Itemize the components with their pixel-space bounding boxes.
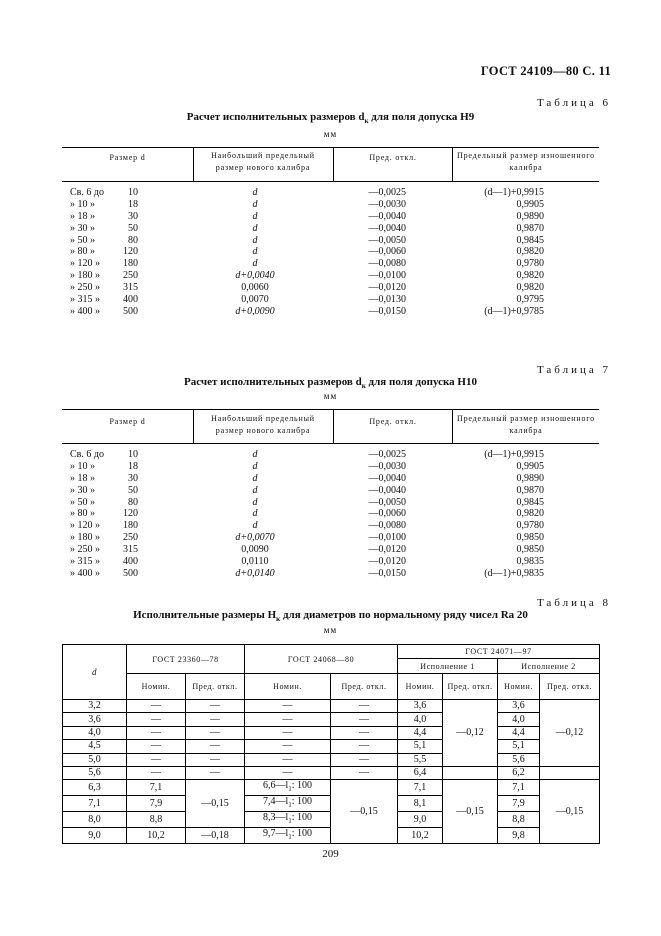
table-row bbox=[63, 726, 600, 739]
table-row bbox=[70, 211, 590, 223]
row-size-from: Св. 6 до bbox=[70, 187, 104, 198]
table7-header-worn: Предельный размер изношенного калибра bbox=[457, 414, 595, 435]
row-worn-size: 0,9795 bbox=[516, 294, 544, 306]
row-new-size: d bbox=[252, 258, 258, 270]
row-size-from: » 10 » bbox=[70, 460, 95, 472]
row-size-from: » 18 » bbox=[70, 210, 95, 222]
table6-header-dev: Пред. откл. bbox=[369, 153, 417, 162]
row-size-to: 500 bbox=[123, 305, 138, 317]
table8-header-g1: ГОСТ 23360—78 bbox=[127, 645, 245, 674]
row-size-from: Св. 6 до bbox=[70, 449, 104, 460]
row-size-to: 50 bbox=[128, 222, 138, 234]
subscript-1: 1 bbox=[288, 833, 292, 842]
row-worn-size: 0,9820 bbox=[516, 508, 544, 520]
row-size-to: 10 bbox=[128, 449, 138, 460]
table-row bbox=[63, 766, 600, 779]
row-deviation: —0,0100 bbox=[368, 532, 406, 544]
table7-header-dev: Пред. откл. bbox=[369, 417, 417, 426]
subscript-1: 1 bbox=[288, 801, 292, 810]
table8-label: Таблица 8 bbox=[536, 597, 611, 609]
cell-isp2-nomin: 9,8 bbox=[498, 828, 540, 844]
row-size-from: » 180 » bbox=[70, 532, 100, 544]
cell-d: 5,6 bbox=[63, 766, 127, 779]
table7-title-end: для поля допуска Н10 bbox=[368, 376, 477, 388]
row-size-to: 30 bbox=[128, 472, 138, 484]
cell-isp2-nomin: 4,4 bbox=[498, 726, 540, 739]
table6-unit: мм bbox=[323, 129, 338, 139]
table8-header-pred: Пред. откл. bbox=[540, 674, 600, 700]
cell-isp1-nomin: 6,4 bbox=[398, 766, 443, 779]
row-deviation: —0,0120 bbox=[368, 282, 406, 294]
cell-isp1-nomin: 3,6 bbox=[398, 700, 443, 713]
cell-g2-pred: — bbox=[331, 766, 398, 779]
row-deviation: —0,0030 bbox=[368, 198, 406, 210]
g2-nomin-value: 9,7—l bbox=[262, 828, 289, 840]
cell-isp2-nomin: 7,9 bbox=[498, 796, 540, 812]
row-deviation: —0,0040 bbox=[368, 210, 406, 222]
table-row bbox=[70, 497, 590, 509]
table-row bbox=[63, 753, 600, 766]
row-size-to: 120 bbox=[123, 508, 138, 520]
row-deviation: —0,0040 bbox=[368, 222, 406, 234]
table-row bbox=[70, 568, 590, 580]
cell-g2-pred: — bbox=[331, 700, 398, 713]
row-deviation: —0,0025 bbox=[368, 449, 406, 460]
g2-nomin-suffix: : 100 bbox=[291, 796, 313, 808]
cell-g1-nomin: — bbox=[127, 726, 186, 739]
g2-nomin-value: 7,4—l bbox=[262, 796, 289, 808]
row-size-to: 50 bbox=[128, 484, 138, 496]
row-size-to: 250 bbox=[123, 532, 138, 544]
cell-g1-nomin: — bbox=[127, 700, 186, 713]
cell-g2-pred: — bbox=[331, 753, 398, 766]
table6-title-sub: к bbox=[364, 117, 369, 126]
table6-title-end: для поля допуска Н9 bbox=[371, 111, 475, 123]
row-new-size: 0,0060 bbox=[241, 282, 269, 294]
cell-g1-nomin: 7,1 bbox=[127, 780, 186, 796]
row-deviation: —0,0120 bbox=[368, 544, 406, 556]
row-new-size: d bbox=[252, 234, 258, 246]
row-worn-size: 0,9820 bbox=[516, 270, 544, 282]
row-deviation: —0,0120 bbox=[368, 556, 406, 568]
table7-vrule bbox=[193, 409, 194, 443]
table-row bbox=[70, 508, 590, 520]
table8-header-pred: Пред. откл. bbox=[186, 674, 245, 700]
row-deviation: —0,0060 bbox=[368, 246, 406, 258]
row-size-from: » 50 » bbox=[70, 496, 95, 508]
cell-isp2-nomin: 7,1 bbox=[498, 780, 540, 796]
cell-g1-pred: —0,18 bbox=[186, 828, 245, 844]
table-row bbox=[70, 556, 590, 568]
row-deviation: —0,0150 bbox=[368, 567, 406, 579]
row-deviation: —0,0060 bbox=[368, 508, 406, 520]
cell-isp2-nomin: 6,2 bbox=[498, 766, 540, 779]
table8-header-nomin: Номин. bbox=[398, 674, 443, 700]
g2-nomin-suffix: : 100 bbox=[291, 780, 313, 792]
cell-g1-pred: — bbox=[186, 766, 245, 779]
cell-d: 3,6 bbox=[63, 713, 127, 726]
row-size-to: 180 bbox=[123, 258, 138, 270]
cell-g1-pred: —0,15 bbox=[186, 780, 245, 828]
row-new-size: d bbox=[252, 484, 258, 496]
cell-g1-nomin: — bbox=[127, 753, 186, 766]
row-new-size: d bbox=[252, 246, 258, 258]
cell-g2-nomin: — bbox=[245, 753, 331, 766]
row-size-from: » 315 » bbox=[70, 294, 100, 306]
cell-isp1-nomin: 8,1 bbox=[398, 796, 443, 812]
table8-header-isp1: Исполнение 1 bbox=[398, 659, 498, 674]
table-row bbox=[70, 258, 590, 270]
cell-isp1-nomin: 4,0 bbox=[398, 713, 443, 726]
cell-d: 4,5 bbox=[63, 740, 127, 753]
table8-header-isp2: Исполнение 2 bbox=[498, 659, 600, 674]
row-size-to: 180 bbox=[123, 520, 138, 532]
row-worn-size: 0,9835 bbox=[516, 556, 544, 568]
row-worn-size: 0,9890 bbox=[516, 472, 544, 484]
cell-g2-nomin: — bbox=[245, 740, 331, 753]
cell-isp1-nomin: 7,1 bbox=[398, 780, 443, 796]
table-row bbox=[70, 461, 590, 473]
row-new-size: d bbox=[252, 198, 258, 210]
row-deviation: —0,0040 bbox=[368, 472, 406, 484]
cell-g2-nomin: — bbox=[245, 713, 331, 726]
row-deviation: —0,0040 bbox=[368, 484, 406, 496]
table8-unit: мм bbox=[323, 625, 338, 635]
cell-g2-nomin: — bbox=[245, 726, 331, 739]
row-worn-size: 0,9820 bbox=[516, 282, 544, 294]
table6-title bbox=[62, 111, 599, 125]
cell-g1-pred: — bbox=[186, 713, 245, 726]
row-new-size: d bbox=[252, 472, 258, 484]
row-size-from: » 80 » bbox=[70, 508, 95, 520]
cell-d: 4,0 bbox=[63, 726, 127, 739]
table8-header-nomin: Номин. bbox=[127, 674, 186, 700]
g2-nomin-value: 8,3—l bbox=[262, 812, 289, 824]
g2-nomin-value: 6,6—l bbox=[262, 780, 289, 792]
table8-title-text: Исполнительные размеры H bbox=[133, 609, 277, 621]
row-worn-size: 0,9820 bbox=[516, 246, 544, 258]
table7-top-rule bbox=[62, 409, 599, 410]
row-size-to: 120 bbox=[123, 246, 138, 258]
table6-header-rule bbox=[62, 181, 599, 182]
row-size-to: 10 bbox=[128, 187, 138, 198]
row-size-from: » 315 » bbox=[70, 556, 100, 568]
subscript-1: 1 bbox=[288, 785, 292, 794]
row-worn-size: 0,9780 bbox=[516, 520, 544, 532]
row-worn-size: 0,9850 bbox=[516, 544, 544, 556]
page-number: 209 bbox=[322, 848, 339, 860]
cell-g2-nomin bbox=[245, 780, 331, 796]
cell-isp1-nomin: 5,1 bbox=[398, 740, 443, 753]
row-worn-size: (d—1)+0,9915 bbox=[484, 187, 544, 198]
row-worn-size: 0,9905 bbox=[516, 198, 544, 210]
table8-header-g2: ГОСТ 24068—80 bbox=[245, 645, 398, 674]
cell-isp2-nomin: 5,6 bbox=[498, 753, 540, 766]
table-row bbox=[70, 544, 590, 556]
cell-g2-nomin bbox=[245, 828, 331, 844]
row-new-size: d+0,0070 bbox=[235, 532, 275, 544]
table-row bbox=[63, 740, 600, 753]
table-row bbox=[70, 187, 590, 199]
row-worn-size: (d—1)+0,9785 bbox=[484, 305, 544, 317]
cell-d: 5,0 bbox=[63, 753, 127, 766]
table7-label: Таблица 7 bbox=[536, 364, 611, 376]
row-size-from: » 50 » bbox=[70, 234, 95, 246]
row-new-size: d+0,0090 bbox=[235, 305, 275, 317]
table-row bbox=[63, 700, 600, 713]
table-row bbox=[70, 294, 590, 306]
cell-isp2-nomin: 8,8 bbox=[498, 812, 540, 828]
table6-label: Таблица 6 bbox=[536, 97, 611, 109]
row-worn-size: (d—1)+0,9915 bbox=[484, 449, 544, 460]
row-deviation: —0,0030 bbox=[368, 460, 406, 472]
table8-header-nomin: Номин. bbox=[245, 674, 331, 700]
table7-header-new: Наибольший предельный размер нового калибра bbox=[211, 414, 315, 435]
cell-g1-nomin: — bbox=[127, 713, 186, 726]
row-worn-size: 0,9905 bbox=[516, 460, 544, 472]
table6-header-new: Наибольший предельный размер нового калибра bbox=[211, 151, 315, 172]
row-new-size: d+0,0040 bbox=[235, 270, 275, 282]
row-worn-size: 0,9845 bbox=[516, 496, 544, 508]
table8-header-pred: Пред. откл. bbox=[331, 674, 398, 700]
row-new-size: d bbox=[252, 460, 258, 472]
row-worn-size: 0,9845 bbox=[516, 234, 544, 246]
row-size-to: 315 bbox=[123, 544, 138, 556]
row-size-from: » 10 » bbox=[70, 198, 95, 210]
row-size-to: 80 bbox=[128, 496, 138, 508]
cell-isp1-nomin: 10,2 bbox=[398, 828, 443, 844]
cell-g1-nomin: — bbox=[127, 766, 186, 779]
table6-title-text: Расчет исполнительных размеров d bbox=[186, 111, 365, 123]
cell-isp2-pred: —0,12 bbox=[540, 700, 600, 767]
table8-header-nomin: Номин. bbox=[498, 674, 540, 700]
table-row bbox=[70, 473, 590, 485]
cell-d: 9,0 bbox=[63, 828, 127, 844]
row-size-from: » 120 » bbox=[70, 520, 100, 532]
cell-g1-pred: — bbox=[186, 700, 245, 713]
row-worn-size: 0,9890 bbox=[516, 210, 544, 222]
cell-g2-pred: — bbox=[331, 726, 398, 739]
cell-d: 3,2 bbox=[63, 700, 127, 713]
table-row bbox=[70, 485, 590, 497]
row-size-from: » 180 » bbox=[70, 270, 100, 282]
row-new-size: d bbox=[252, 222, 258, 234]
table6-vrule bbox=[452, 147, 453, 181]
row-new-size: d bbox=[252, 508, 258, 520]
cell-isp2-nomin: 4,0 bbox=[498, 713, 540, 726]
row-new-size: d bbox=[252, 520, 258, 532]
cell-isp1-pred: —0,12 bbox=[443, 700, 498, 767]
row-deviation: —0,0050 bbox=[368, 234, 406, 246]
cell-g2-nomin: — bbox=[245, 766, 331, 779]
row-worn-size: 0,9870 bbox=[516, 222, 544, 234]
row-size-to: 250 bbox=[123, 270, 138, 282]
cell-g2-pred: — bbox=[331, 713, 398, 726]
cell-isp1-nomin: 4,4 bbox=[398, 726, 443, 739]
row-deviation: —0,0150 bbox=[368, 305, 406, 317]
row-size-to: 80 bbox=[128, 234, 138, 246]
table-row bbox=[70, 223, 590, 235]
row-worn-size: 0,9780 bbox=[516, 258, 544, 270]
table-row bbox=[70, 449, 590, 461]
table8-title-end: для диаметров по нормальному ряду чисел Ra 20 bbox=[282, 609, 528, 621]
row-size-from: » 18 » bbox=[70, 472, 95, 484]
cell-d: 7,1 bbox=[63, 796, 127, 812]
row-size-from: » 80 » bbox=[70, 246, 95, 258]
cell-isp1-nomin: 9,0 bbox=[398, 812, 443, 828]
table-row bbox=[70, 235, 590, 247]
table8-header-pred: Пред. откл. bbox=[443, 674, 498, 700]
cell-g2-nomin bbox=[245, 812, 331, 828]
row-new-size: 0,0070 bbox=[241, 294, 269, 306]
row-deviation: —0,0100 bbox=[368, 270, 406, 282]
table7-title bbox=[62, 376, 599, 390]
row-deviation: —0,0080 bbox=[368, 520, 406, 532]
row-new-size: d bbox=[252, 210, 258, 222]
row-new-size: d bbox=[252, 187, 258, 198]
row-new-size: d bbox=[252, 449, 258, 460]
cell-g1-nomin: 10,2 bbox=[127, 828, 186, 844]
table7-header-size: Размер d bbox=[109, 417, 146, 426]
cell-g1-pred: — bbox=[186, 753, 245, 766]
table-row bbox=[70, 532, 590, 544]
cell-isp2-pred: —0,15 bbox=[540, 780, 600, 844]
subscript-1: 1 bbox=[288, 817, 292, 826]
cell-g1-nomin: 7,9 bbox=[127, 796, 186, 812]
row-size-from: » 120 » bbox=[70, 258, 100, 270]
table7-title-sub: к bbox=[361, 382, 366, 391]
row-new-size: 0,0090 bbox=[241, 544, 269, 556]
row-worn-size: 0,9850 bbox=[516, 532, 544, 544]
g2-nomin-suffix: : 100 bbox=[291, 828, 313, 840]
table7-vrule bbox=[452, 409, 453, 443]
g2-nomin-suffix: : 100 bbox=[291, 812, 313, 824]
row-new-size: d+0,0140 bbox=[235, 567, 275, 579]
cell-isp1-pred-empty bbox=[443, 766, 498, 779]
row-deviation: —0,0050 bbox=[368, 496, 406, 508]
table6-vrule bbox=[193, 147, 194, 181]
row-size-to: 400 bbox=[123, 294, 138, 306]
row-new-size: 0,0110 bbox=[241, 556, 269, 568]
row-size-from: » 250 » bbox=[70, 544, 100, 556]
table7-header-rule bbox=[62, 443, 599, 444]
table-row bbox=[70, 282, 590, 294]
cell-isp2-pred-empty bbox=[540, 766, 600, 779]
table8 bbox=[62, 644, 599, 844]
row-deviation: —0,0025 bbox=[368, 187, 406, 198]
cell-d: 6,3 bbox=[63, 780, 127, 796]
table8-title-sub: к bbox=[276, 615, 281, 624]
row-worn-size: 0,9870 bbox=[516, 484, 544, 496]
table-row bbox=[70, 520, 590, 532]
table8-header-g3: ГОСТ 24071—97 bbox=[398, 645, 600, 659]
row-size-to: 18 bbox=[128, 460, 138, 472]
table-row bbox=[70, 270, 590, 282]
cell-g2-pred: —0,15 bbox=[331, 780, 398, 844]
cell-g1-nomin: — bbox=[127, 740, 186, 753]
table6-top-rule bbox=[62, 147, 599, 148]
table6-body bbox=[70, 187, 590, 318]
page-header: ГОСТ 24109—80 С. 11 bbox=[480, 64, 611, 78]
cell-isp2-nomin: 3,6 bbox=[498, 700, 540, 713]
row-size-to: 30 bbox=[128, 210, 138, 222]
cell-g1-nomin: 8,8 bbox=[127, 812, 186, 828]
row-worn-size: (d—1)+0,9835 bbox=[484, 567, 544, 579]
cell-isp1-nomin: 5,5 bbox=[398, 753, 443, 766]
table7-unit: мм bbox=[323, 391, 338, 401]
table-row bbox=[70, 246, 590, 258]
table7-body bbox=[70, 449, 590, 580]
table-row bbox=[63, 713, 600, 726]
row-size-from: » 400 » bbox=[70, 567, 100, 579]
cell-d: 8,0 bbox=[63, 812, 127, 828]
table-row bbox=[63, 780, 600, 796]
cell-isp2-nomin: 5,1 bbox=[498, 740, 540, 753]
cell-g2-pred: — bbox=[331, 740, 398, 753]
row-size-to: 315 bbox=[123, 282, 138, 294]
cell-g2-nomin: — bbox=[245, 700, 331, 713]
cell-g1-pred: — bbox=[186, 726, 245, 739]
row-size-to: 18 bbox=[128, 198, 138, 210]
table8-title bbox=[62, 609, 599, 623]
table-row bbox=[70, 199, 590, 211]
row-size-from: » 30 » bbox=[70, 222, 95, 234]
table-row bbox=[70, 306, 590, 318]
row-size-from: » 400 » bbox=[70, 305, 100, 317]
row-deviation: —0,0130 bbox=[368, 294, 406, 306]
table6-header-size: Размер d bbox=[109, 153, 146, 162]
table6-header-worn: Предельный размер изношенного калибра bbox=[457, 151, 595, 172]
row-size-from: » 250 » bbox=[70, 282, 100, 294]
cell-g1-pred: — bbox=[186, 740, 245, 753]
row-size-to: 500 bbox=[123, 567, 138, 579]
row-new-size: d bbox=[252, 496, 258, 508]
table8-header-d: d bbox=[63, 645, 127, 700]
cell-g2-nomin bbox=[245, 796, 331, 812]
table7-title-text: Расчет исполнительных размеров d bbox=[184, 376, 362, 388]
row-deviation: —0,0080 bbox=[368, 258, 406, 270]
cell-isp1-pred: —0,15 bbox=[443, 780, 498, 844]
row-size-from: » 30 » bbox=[70, 484, 95, 496]
row-size-to: 400 bbox=[123, 556, 138, 568]
